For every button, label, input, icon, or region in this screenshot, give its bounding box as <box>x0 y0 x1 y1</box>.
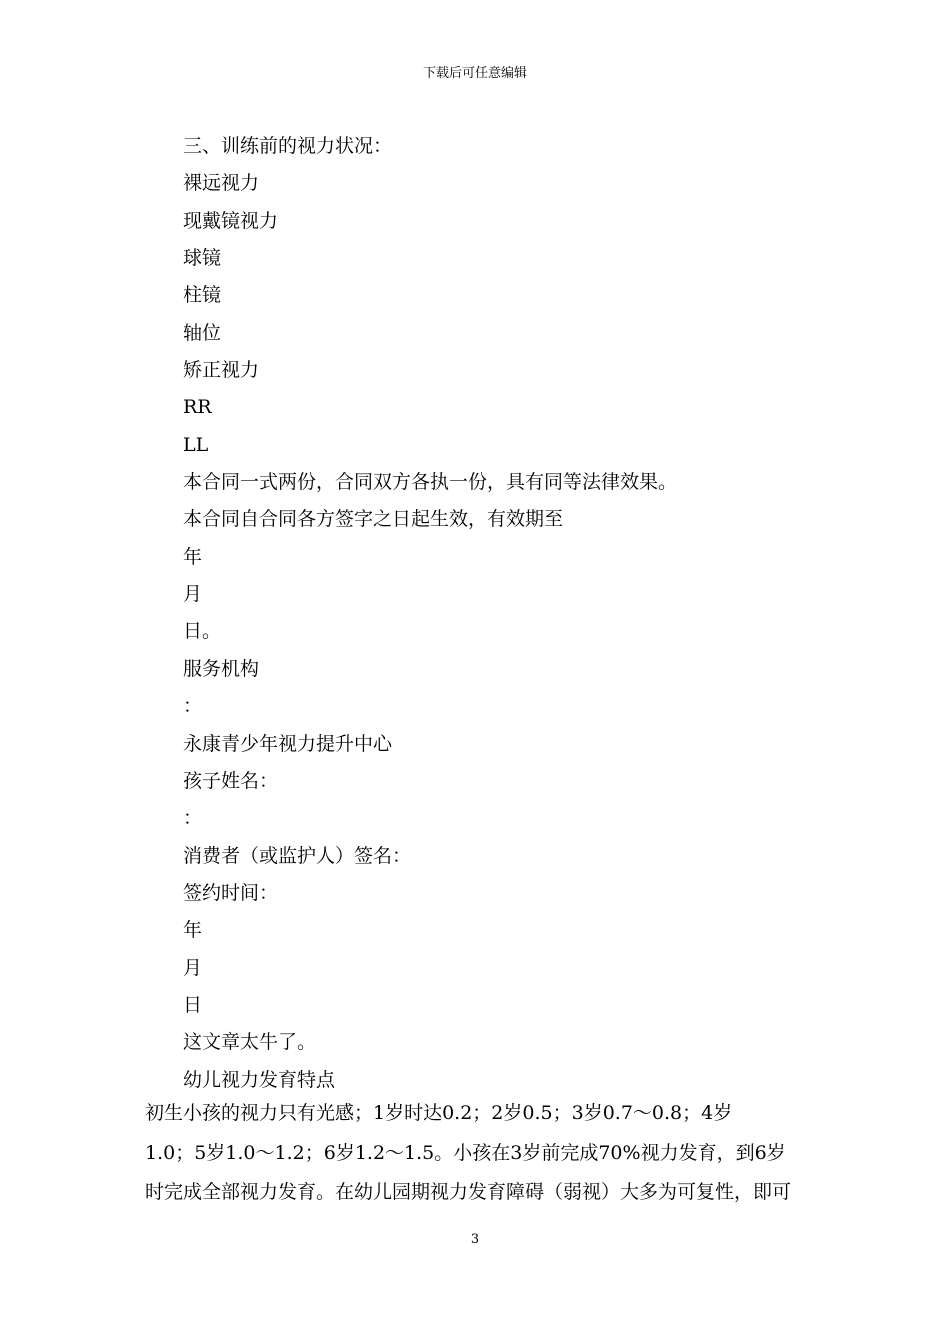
text-line: 年 <box>183 545 203 568</box>
text-line: 月 <box>183 583 203 606</box>
body-paragraph <box>145 1094 810 1213</box>
page-header: 下载后可任意编辑 <box>422 66 527 81</box>
text-line: 永康青少年视力提升中心 <box>183 732 393 755</box>
text-line: 消费者（或监护人）签名： <box>183 844 412 867</box>
paragraph-line: 1.0；5岁1.0～1.2；6岁1.2～1.5。小孩在3岁前完成70%视力发育，到6岁 <box>145 1141 786 1164</box>
paragraph-line: 时完成全部视力发育。在幼儿园期视力发育障碍（弱视）大多为可复性，即可 <box>145 1181 792 1203</box>
text-line: 服务机构 <box>183 657 260 680</box>
text-line: 矫正视力 <box>183 359 260 382</box>
document-lines <box>183 128 677 1099</box>
text-line: 日 <box>183 993 203 1016</box>
page-number: 3 <box>470 1232 480 1247</box>
section-heading: 幼儿视力发育特点 <box>183 1068 336 1091</box>
paragraph-line: 初生小孩的视力只有光感；1岁时达0.2；2岁0.5；3岁0.7～0.8；4岁 <box>145 1102 733 1124</box>
text-line: RR <box>183 396 212 419</box>
text-line: LL <box>183 433 209 456</box>
text-line: ： <box>183 807 203 830</box>
text-line: 轴位 <box>183 321 222 344</box>
text-line: 年 <box>183 919 203 942</box>
text-line: 日。 <box>183 620 222 643</box>
text-line: 现戴镜视力 <box>183 209 279 232</box>
text-line: 孩子姓名： <box>183 769 279 792</box>
section-heading: 三、训练前的视力状况： <box>183 135 393 157</box>
text-line: 月 <box>183 956 203 979</box>
text-line: 本合同一式两份，合同双方各执一份，具有同等法律效果。 <box>183 471 678 494</box>
text-line: 签约时间： <box>183 881 279 904</box>
text-line: 本合同自合同各方签字之日起生效，有效期至 <box>183 508 564 531</box>
text-line: 球镜 <box>183 247 222 270</box>
text-line: 柱镜 <box>183 284 222 307</box>
text-line: 裸远视力 <box>183 172 260 195</box>
text-line: 这文章太牛了。 <box>183 1031 317 1054</box>
text-line: ： <box>183 695 203 718</box>
